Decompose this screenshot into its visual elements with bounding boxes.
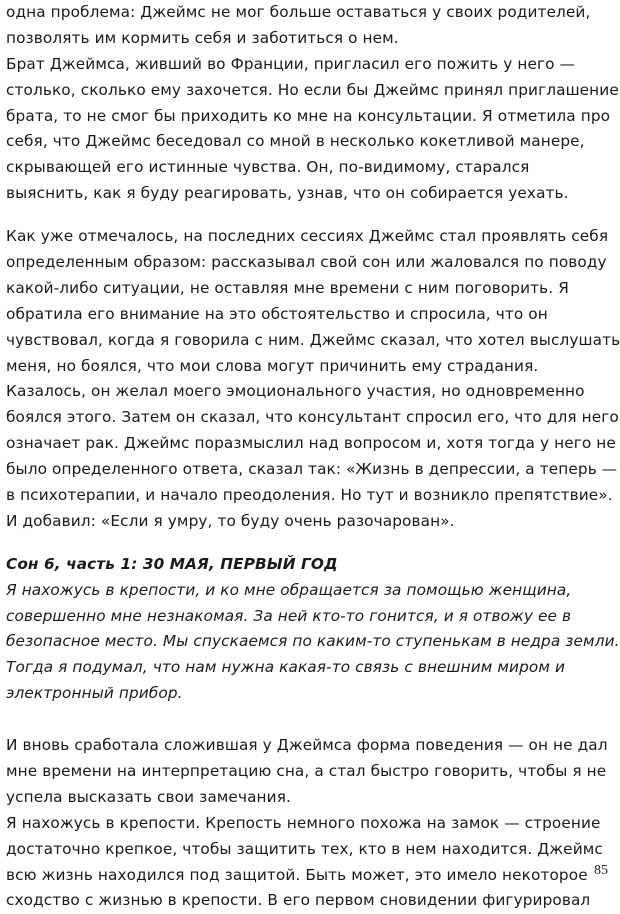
paragraph-spacer <box>6 207 618 224</box>
text-line: Казалось, он желал моего эмоционального участия, но одновременно <box>6 382 585 401</box>
text-line: Я нахожусь в крепости. Крепость немного похожа на замок — строение <box>6 813 601 832</box>
text-line: означает рак. Джеймс поразмыслил над вопросом и, хотя тогда у него не <box>6 434 616 453</box>
page-number: 85 <box>594 863 608 878</box>
text-line: в психотерапии, и начало преодоления. Но тут и возникло препятствие». <box>6 486 613 505</box>
text-line: успела высказать свои замечания. <box>6 787 291 806</box>
text-line: Как уже отмечалось, на последних сессиях Джеймс стал проявлять себя <box>6 227 609 246</box>
dream-text-line: Тогда я подумал, что нам нужна какая-то связь с внешним миром и <box>6 658 565 677</box>
dream-section <box>6 552 618 707</box>
text-line: И добавил: «Если я умру, то буду очень разочарован». <box>6 511 455 530</box>
paragraph-1 <box>6 0 618 207</box>
text-line: столько, сколько ему захочется. Но если бы Джеймс принял приглашение <box>6 80 619 99</box>
text-line: какой-либо ситуации, не оставляя мне времени с ним поговорить. Я <box>6 278 569 297</box>
text-line: всю жизнь находился под защитой. Быть может, это имело некоторое <box>6 865 588 884</box>
page-body <box>6 0 618 914</box>
text-line: меня, но боялся, что мои слова могут причинить ему страдания. <box>6 356 539 375</box>
text-line: было определенного ответа, сказал так: «Жизнь в депрессии, а теперь — <box>6 460 618 479</box>
dream-text-line: безопасное место. Мы спускаемся по каким-то ступенькам в недра земли. <box>6 632 620 651</box>
text-line: брата, то не смог бы приходить ко мне на консультации. Я отметила про <box>6 106 611 125</box>
text-line: достаточно крепкое, чтобы защитить тех, кто в нем находится. Джеймс <box>6 839 603 858</box>
text-line: И вновь сработала сложившая у Джеймса форма поведения — он не дал <box>6 736 608 755</box>
text-line: боялся этого. Затем он сказал, что консультант спросил его, что для него <box>6 408 619 427</box>
text-line: сходство с жизнью в крепости. В его первом сновидении фигурировал <box>6 891 591 910</box>
text-line: определенным образом: рассказывал свой сон или жаловался по поводу <box>6 253 607 272</box>
text-line: скрывающей его истинные чувства. Он, по-видимому, старался <box>6 158 530 177</box>
dream-heading: Сон 6, часть 1: 30 МАЯ, ПЕРВЫЙ ГОД <box>6 554 338 573</box>
text-line: обратила его внимание на это обстоятельство и спросила, что он <box>6 304 548 323</box>
text-line: выяснить, как я буду реагировать, узнав, что он собирается уехать. <box>6 184 569 203</box>
text-line: себя, что Джеймс беседовал со мной в несколько кокетливой манере, <box>6 132 585 151</box>
paragraph-3 <box>6 733 618 914</box>
paragraph-spacer <box>6 535 618 552</box>
text-line: Брат Джеймса, живший во Франции, пригласил его пожить у него — <box>6 54 575 73</box>
text-line: чувствовал, когда я говорила с ним. Джеймс сказал, что хотел выслушать <box>6 330 620 349</box>
text-line: мне времени на интерпретацию сна, а стал быстро говорить, чтобы я не <box>6 761 607 780</box>
dream-text-line: электронный прибор. <box>6 684 183 703</box>
dream-text-line: совершенно мне незнакомая. За ней кто-то гонится, и я отвожу ее в <box>6 606 572 625</box>
text-line: позволять им кормить себя и заботиться о нем. <box>6 28 399 47</box>
paragraph-2 <box>6 224 618 535</box>
dream-text-line: Я нахожусь в крепости, и ко мне обращается за помощью женщина, <box>6 580 572 599</box>
blank-line <box>6 707 618 733</box>
text-line: одна проблема: Джеймс не мог больше оставаться у своих родителей, <box>6 3 591 21</box>
